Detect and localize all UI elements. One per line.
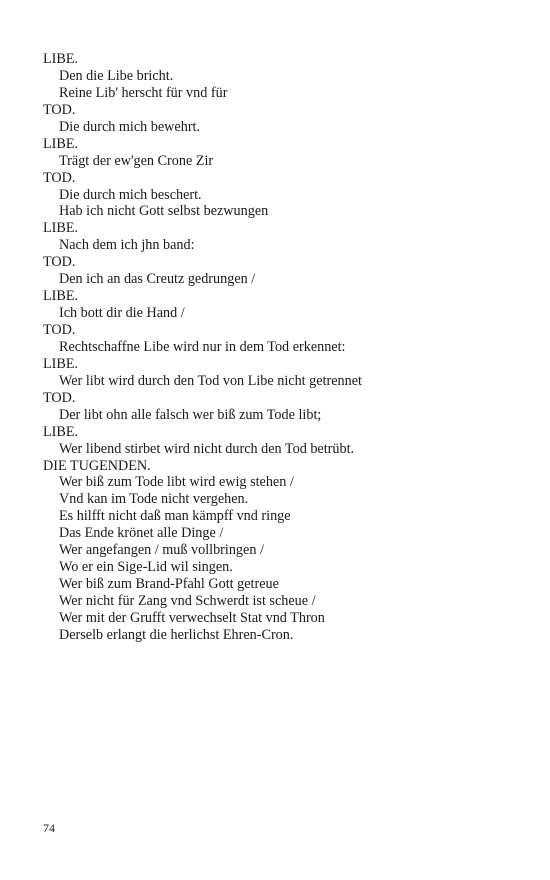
verse-line: Hab ich nicht Gott selbst bezwungen xyxy=(59,203,269,220)
verse-line: Wer mit der Grufft verwechselt Stat vnd Thron xyxy=(59,609,325,626)
speaker-label: LIBE. xyxy=(43,355,79,372)
verse-line: Die durch mich bewehrt. xyxy=(59,118,201,135)
speaker-label: LIBE. xyxy=(43,288,79,305)
page-number: 74 xyxy=(43,821,55,835)
speaker-label: DIE TUGENDEN. xyxy=(43,457,151,474)
verse-line: Nach dem ich jhn band: xyxy=(59,237,195,254)
verse-line: Wer libt wird durch den Tod von Libe nicht getrennet xyxy=(59,372,362,389)
speaker-label: TOD. xyxy=(43,254,76,271)
verse-line: Wer angefangen / muß vollbringen / xyxy=(59,542,264,559)
verse-line: Wer biß zum Brand-Pfahl Gott getreue xyxy=(59,576,279,593)
verse-line: Das Ende krönet alle Dinge / xyxy=(59,525,224,542)
verse-line: Es hilfft nicht daß man kämpff vnd ringe xyxy=(59,508,291,525)
speaker-label: TOD. xyxy=(43,169,76,186)
verse-line: Den ich an das Creutz gedrungen / xyxy=(59,271,256,288)
verse-line: Derselb erlangt die herlichst Ehren-Cron. xyxy=(59,626,294,643)
verse-line: Wer biß zum Tode libt wird ewig stehen / xyxy=(59,474,294,491)
speaker-label: LIBE. xyxy=(43,51,79,67)
speaker-label: TOD. xyxy=(43,389,76,406)
verse-line: Die durch mich beschert. xyxy=(59,186,202,203)
verse-line: Wer libend stirbet wird nicht durch den Tod betrübt. xyxy=(59,440,355,457)
drama-text xyxy=(43,51,523,644)
speaker-label: TOD. xyxy=(43,322,76,338)
verse-line: Trägt der ew'gen Crone Zir xyxy=(59,152,214,169)
verse-line: Wer nicht für Zang vnd Schwerdt ist scheue / xyxy=(59,593,316,609)
verse-line: Ich bott dir die Hand / xyxy=(59,305,185,322)
verse-line: Den die Libe bricht. xyxy=(59,67,174,84)
verse-line: Rechtschaffne Libe wird nur in dem Tod erkennet: xyxy=(59,338,346,355)
verse-line: Wo er ein Sige-Lid wil singen. xyxy=(59,559,233,576)
verse-line: Der libt ohn alle falsch wer biß zum Tode libt; xyxy=(59,406,322,423)
speaker-label: TOD. xyxy=(43,101,76,118)
speaker-label: LIBE. xyxy=(43,135,79,152)
speaker-label: LIBE. xyxy=(43,423,79,440)
verse-line: Reine Lib' herscht für vnd für xyxy=(59,84,228,101)
verse-line: Vnd kan im Tode nicht vergehen. xyxy=(59,491,249,508)
speaker-label: LIBE. xyxy=(43,220,79,237)
